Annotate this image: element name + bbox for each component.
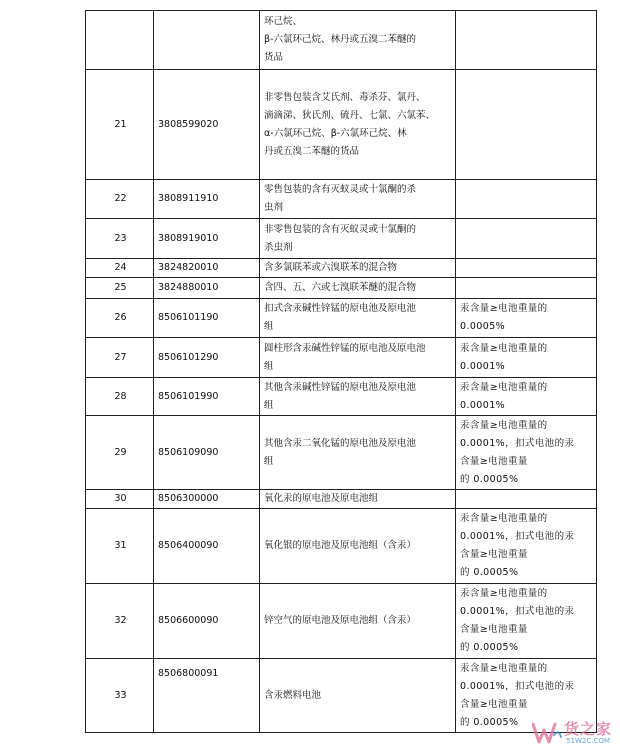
remark: 汞含量≥电池重量的 0.0001% xyxy=(456,378,597,416)
row-number: 21 xyxy=(86,70,154,180)
goods-description: 氧化汞的原电池及原电池组 xyxy=(260,490,456,509)
row-number: 22 xyxy=(86,180,154,219)
hs-code xyxy=(154,11,260,70)
row-number: 26 xyxy=(86,299,154,338)
remark xyxy=(456,11,597,70)
goods-description: 环己烷、 β-六氯环己烷、林丹或五溴二苯醚的 货品 xyxy=(260,11,456,70)
row-number: 33 xyxy=(86,659,154,733)
restricted-goods-table xyxy=(85,10,597,733)
remark: 汞含量≥电池重量的 0.0001%，扣式电池的汞 含量≥电池重量 的 0.0005% xyxy=(456,509,597,584)
remark xyxy=(456,490,597,509)
hs-code: 8506109090 xyxy=(154,416,260,490)
table-row xyxy=(86,11,597,70)
remark: 汞含量≥电池重量的 0.0001% xyxy=(456,338,597,378)
table-row xyxy=(86,509,597,584)
table-row xyxy=(86,416,597,490)
goods-description: 其他含汞二氧化锰的原电池及原电池 组 xyxy=(260,416,456,490)
table-row xyxy=(86,259,597,278)
hs-code: 8506101190 xyxy=(154,299,260,338)
goods-description: 非零售包装的含有灭蚁灵或十氯酮的 杀虫剂 xyxy=(260,219,456,259)
hs-code: 8506101990 xyxy=(154,378,260,416)
goods-description: 零售包装的含有灭蚁灵或十氯酮的杀 虫剂 xyxy=(260,180,456,219)
table-row xyxy=(86,219,597,259)
site-watermark xyxy=(532,721,612,745)
row-number: 29 xyxy=(86,416,154,490)
hs-code: 8506300000 xyxy=(154,490,260,509)
watermark-text xyxy=(564,721,612,745)
goods-description: 含多氯联苯或六溴联苯的混合物 xyxy=(260,259,456,278)
table-row xyxy=(86,490,597,509)
remark xyxy=(456,278,597,299)
table-row xyxy=(86,378,597,416)
remark: 汞含量≥电池重量的 0.0001%，扣式电池的汞 含量≥电池重量 的 0.0005% xyxy=(456,584,597,659)
hs-code: 3808599020 xyxy=(154,70,260,180)
goods-description: 氧化银的原电池及原电池组（含汞） xyxy=(260,509,456,584)
remark xyxy=(456,180,597,219)
row-number: 27 xyxy=(86,338,154,378)
watermark-url: 51W2C.COM xyxy=(566,737,610,745)
goods-description: 含四、五、六或七溴联苯醚的混合物 xyxy=(260,278,456,299)
row-number: 30 xyxy=(86,490,154,509)
row-number: 32 xyxy=(86,584,154,659)
hs-code: 3808919010 xyxy=(154,219,260,259)
row-number: 28 xyxy=(86,378,154,416)
row-number xyxy=(86,11,154,70)
row-number: 31 xyxy=(86,509,154,584)
hs-code: 8506600090 xyxy=(154,584,260,659)
hs-code: 8506400090 xyxy=(154,509,260,584)
goods-description: 扣式含汞碱性锌锰的原电池及原电池 组 xyxy=(260,299,456,338)
remark xyxy=(456,259,597,278)
table-row xyxy=(86,180,597,219)
table-row xyxy=(86,584,597,659)
hs-code: 8506800091 xyxy=(154,659,260,733)
logo-icon xyxy=(532,721,562,745)
watermark-brand: 货之家 xyxy=(563,720,612,738)
table-row xyxy=(86,299,597,338)
remark: 汞含量≥电池重量的 0.0001%，扣式电池的汞 含量≥电池重量 的 0.0005% xyxy=(456,659,597,733)
goods-description: 锌空气的原电池及原电池组（含汞） xyxy=(260,584,456,659)
hs-code: 8506101290 xyxy=(154,338,260,378)
row-number: 24 xyxy=(86,259,154,278)
goods-description: 其他含汞碱性锌锰的原电池及原电池 组 xyxy=(260,378,456,416)
remark xyxy=(456,219,597,259)
table-row xyxy=(86,70,597,180)
row-number: 25 xyxy=(86,278,154,299)
goods-description: 非零售包装含艾氏剂、毒杀芬、氯丹、 滴滴涕、狄氏剂、硫丹、七氯、六氯苯、 α-六氯环己烷、β-六氯环己烷、林 丹或五溴二苯醚的货品 xyxy=(260,70,456,180)
goods-description: 含汞燃料电池 xyxy=(260,659,456,733)
remark xyxy=(456,70,597,180)
row-number: 23 xyxy=(86,219,154,259)
remark: 汞含量≥电池重量的 0.0001%，扣式电池的汞 含量≥电池重量 的 0.0005% xyxy=(456,416,597,490)
hs-code: 3824880010 xyxy=(154,278,260,299)
table-row xyxy=(86,338,597,378)
table-row xyxy=(86,659,597,733)
remark: 汞含量≥电池重量的 0.0005% xyxy=(456,299,597,338)
hs-code: 3824820010 xyxy=(154,259,260,278)
table-row xyxy=(86,278,597,299)
goods-description: 圆柱形含汞碱性锌锰的原电池及原电池 组 xyxy=(260,338,456,378)
hs-code: 3808911910 xyxy=(154,180,260,219)
